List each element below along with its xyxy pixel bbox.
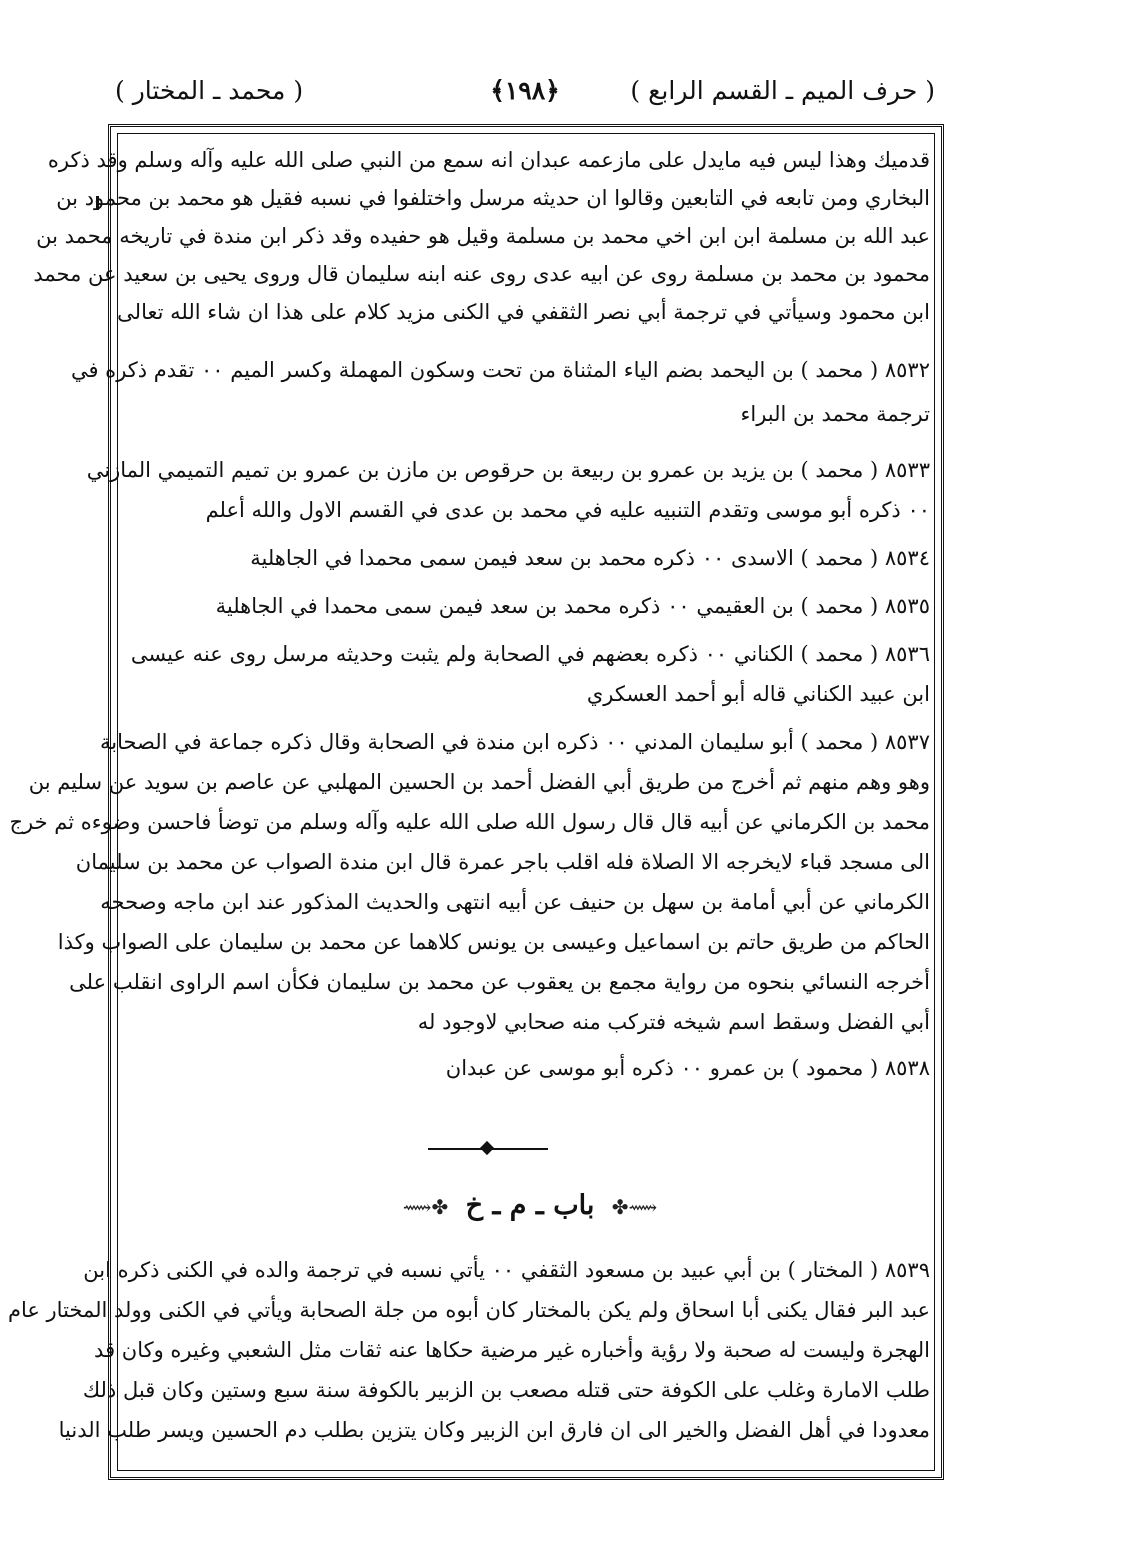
text-line: معدودا في أهل الفضل والخير الى ان فارق ابن الزبير وكان يتزين بطلب دم الحسين ويسر طلب الدنيا	[58, 1418, 930, 1442]
text-line: أخرجه النسائي بنحوه من رواية مجمع بن يعقوب عن محمد بن سليمان فكأن اسم الراوى انقلب على	[69, 970, 930, 994]
text-line: وهو وهم منهم ثم أخرج من طريق أبي الفضل أحمد بن الحسين المهلبي عن عاصم بن سويد عن سليم بن	[28, 770, 930, 794]
text-line: عبد الله بن مسلمة ابن ابن اخي محمد بن مسلمة وقيل هو حفيده وقد ذكر ابن مندة في تاريخه محمد بن	[36, 224, 930, 248]
text-line: الهجرة وليست له صحبة ولا رؤية وأخباره غير مرضية حكاها عنه ثقات مثل الشعبي وغيره وكان قد	[94, 1338, 930, 1362]
entry-8534: ٨٥٣٤ ( محمد ) الاسدى ٠٠ ذكره محمد بن سعد فيمن سمى محمدا في الجاهلية	[250, 546, 930, 570]
text-line: الحاكم من طريق حاتم بن اسماعيل وعيسى بن يونس كلاهما عن محمد بن سليمان على الصواب وكذا	[57, 930, 930, 954]
text-line: البخاري ومن تابعه في التابعين وقالوا ان حديثه مرسل واختلفوا في نسبه فقيل هو محمد بن محمود بن	[56, 186, 930, 210]
text-line: طلب الامارة وغلب على الكوفة حتى قتله مصعب بن الزبير بالكوفة سنة سبع وستين وكان قبل ذلك	[82, 1378, 930, 1402]
section-title-text: باب ـ م ـ خ	[465, 1190, 595, 1221]
entry-8539: ٨٥٣٩ ( المختار ) بن أبي عبيد بن مسعود الثقفي ٠٠ يأتي نسبه في ترجمة والده في الكنى ذكره ابن	[83, 1258, 930, 1282]
text-line: ابن عبيد الكناني قاله أبو أحمد العسكري	[586, 682, 930, 706]
entry-8532: ٨٥٣٢ ( محمد ) بن اليحمد بضم الياء المثناة من تحت وسكون المهملة وكسر الميم ٠٠ تقدم ذكره في	[70, 358, 930, 382]
text-line: محمود بن محمد بن مسلمة روى عن ابيه عدى روى عنه ابنه سليمان قال وروى يحيى بن سعيد عن محمد	[33, 262, 930, 286]
text-line: ٠٠ ذكره أبو موسى وتقدم التنبيه عليه في محمد بن عدى في القسم الاول والله أعلم	[205, 498, 930, 522]
header-entry-range: ( محمد ـ المختار )	[115, 76, 304, 105]
text-line: محمد بن الكرماني عن أبيه قال قال رسول الله صلى الله عليه وآله وسلم من توضأ فاحسن وضوءه ثم خرج	[9, 810, 930, 834]
text-line: ترجمة محمد بن البراء	[740, 402, 930, 426]
text-line: قدميك وهذا ليس فيه مايدل على مازعمه عبدان انه سمع من النبي صلى الله عليه وآله وسلم وقد ذكره	[47, 148, 930, 172]
section-heading	[370, 1190, 690, 1230]
entry-8533: ٨٥٣٣ ( محمد ) بن يزيد بن عمرو بن ربيعة بن حرقوص بن مازن بن عمرو بن تميم التميمي المازني	[86, 458, 930, 482]
text-line: أبي الفضل وسقط اسم شيخه فتركب منه صحابي لاوجود له	[417, 1010, 930, 1034]
ornament-right-icon: ⟿✤	[611, 1195, 658, 1219]
text-line: ابن محمود وسيأتي في ترجمة أبي نصر الثقفي في الكنى مزيد كلام على هذا ان شاء الله تعالى	[117, 300, 930, 324]
entry-8536: ٨٥٣٦ ( محمد ) الكناني ٠٠ ذكره بعضهم في الصحابة ولم يثبت وحديثه مرسل روى عنه عيسى	[130, 642, 930, 666]
text-line: عبد البر فقال يكنى أبا اسحاق ولم يكن بالمختار كان أبوه من جلة الصحابة ويأتي في الكنى وولد المختار عام	[7, 1298, 930, 1322]
entry-8537: ٨٥٣٧ ( محمد ) أبو سليمان المدني ٠٠ ذكره ابن مندة في الصحابة وقال ذكره جماعة في الصحابة	[99, 730, 930, 754]
page-number: ﴿١٩٨﴾	[490, 76, 560, 105]
entry-8538: ٨٥٣٨ ( محمود ) بن عمرو ٠٠ ذكره أبو موسى عن عبدان	[445, 1056, 930, 1080]
entry-8535: ٨٥٣٥ ( محمد ) بن العقيمي ٠٠ ذكره محمد بن سعد فيمن سمى محمدا في الجاهلية	[215, 594, 930, 618]
page-body	[7, 140, 930, 1470]
header-section-title: ( حرف الميم ـ القسم الرابع )	[630, 76, 935, 105]
page-header	[115, 76, 935, 120]
ornament-left-icon: ✤⟿	[402, 1195, 449, 1219]
text-line: الى مسجد قباء لايخرجه الا الصلاة فله اقلب باجر عمرة قال ابن مندة الصواب عن محمد بن سليمان	[75, 850, 930, 874]
text-line: الكرماني عن أبي أمامة بن سهل بن حنيف عن أبيه انتهى والحديث المذكور عند ابن ماجه وصححه	[100, 890, 930, 914]
